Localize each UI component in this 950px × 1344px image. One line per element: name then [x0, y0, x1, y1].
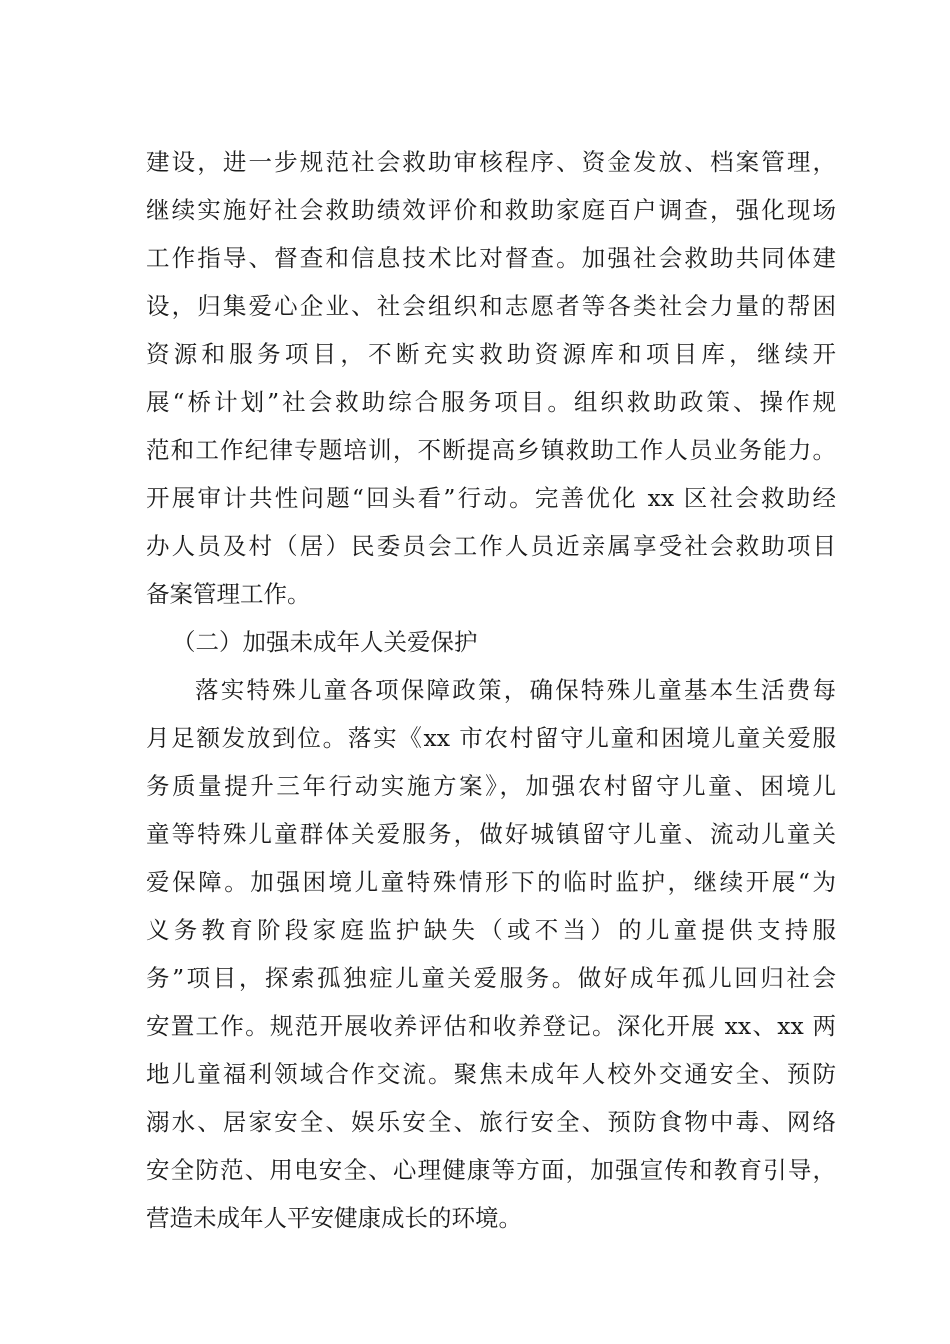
paragraph-line: 务”项目，探索孤独症儿童关爱服务。做好成年孤儿回归社会: [146, 964, 836, 992]
paragraph-line: 资源和服务项目，不断充实救助资源库和项目库，继续开: [146, 340, 836, 368]
paragraph-line: 工作指导、督查和信息技术比对督查。加强社会救助共同体建: [146, 244, 836, 272]
document-body: [146, 138, 836, 1242]
section-heading-text: （二）加强未成年人关爱保护: [172, 628, 478, 656]
paragraph-line: 义务教育阶段家庭监护缺失（或不当）的儿童提供支持服: [146, 916, 836, 944]
paragraph-line: 办人员及村（居）民委员会工作人员近亲属享受社会救助项目: [146, 532, 836, 560]
paragraph-line: 范和工作纪律专题培训，不断提高乡镇救助工作人员业务能力。: [146, 436, 836, 464]
paragraph-line: 爱保障。加强困境儿童特殊情形下的临时监护，继续开展“为: [146, 868, 836, 896]
paragraph-line-last: 营造未成年人平安健康成长的环境。: [146, 1204, 522, 1232]
paragraph-line-first: 落实特殊儿童各项保障政策，确保特殊儿童基本生活费每: [195, 676, 836, 704]
paragraph-line: 安全防范、用电安全、心理健康等方面，加强宣传和教育引导，: [146, 1156, 836, 1184]
paragraph-line: 溺水、居家安全、娱乐安全、旅行安全、预防食物中毒、网络: [146, 1108, 836, 1136]
paragraph-line: 展“桥计划”社会救助综合服务项目。组织救助政策、操作规: [146, 388, 836, 416]
paragraph-line: 月足额发放到位。落实《xx 市农村留守儿童和困境儿童关爱服: [146, 724, 836, 752]
paragraph-line-last: 备案管理工作。: [146, 580, 311, 608]
paragraph-line: 地儿童福利领域合作交流。聚焦未成年人校外交通安全、预防: [146, 1060, 836, 1088]
paragraph-line: 安置工作。规范开展收养评估和收养登记。深化开展 xx、xx 两: [146, 1012, 836, 1040]
paragraph-line: 开展审计共性问题“回头看”行动。完善优化 xx 区社会救助经: [146, 484, 836, 512]
paragraph-line: 继续实施好社会救助绩效评价和救助家庭百户调查，强化现场: [146, 196, 836, 224]
paragraph-line: 童等特殊儿童群体关爱服务，做好城镇留守儿童、流动儿童关: [146, 820, 836, 848]
paragraph-line: 设，归集爱心企业、社会组织和志愿者等各类社会力量的帮困: [146, 292, 836, 320]
section-heading: [146, 618, 836, 666]
paragraph-line: 务质量提升三年行动实施方案》，加强农村留守儿童、困境儿: [146, 772, 836, 800]
paragraph-line: 建设，进一步规范社会救助审核程序、资金发放、档案管理，: [146, 148, 836, 176]
